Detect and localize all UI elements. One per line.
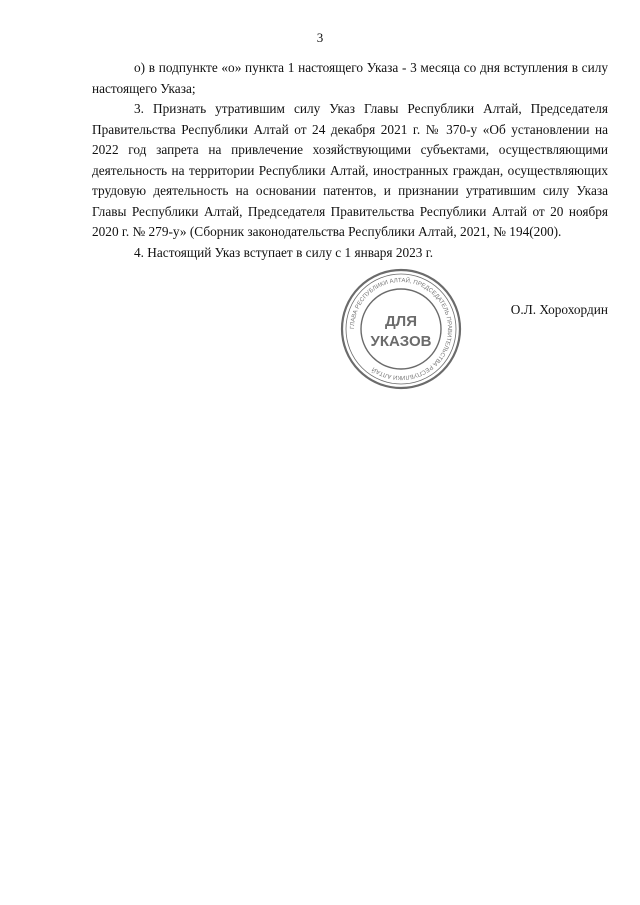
- signatory-name: О.Л. Хорохордин: [510, 302, 608, 317]
- paragraph-item-3: 3. Признать утратившим силу Указ Главы Республики Алтай, Председателя Правительства Республики Алтай от 24 декабря 2021 г. № 370-у «Об установлении на 2022 год запрета на привлечение хозяйствующими субъектами, осуществляющими деятельность на территории Республики Алтай, иностранных граждан, осуществляющих трудовую деятельность на основании патентов, и признании утратившим силу Указа Главы Республики Алтай, Председателя Правительства Республики Алтай от 20 ноября 2020 г. № 279-у» (Сборник законодательства Республики Алтай, 2021, № 194(200).: [92, 101, 608, 239]
- stamp-line-2: УКАЗОВ: [370, 333, 432, 350]
- stamp-ring-text: ГЛАВА РЕСПУБЛИКИ АЛТАЙ, ПРЕДСЕДАТЕЛЬ ПРАВИТЕЛЬСТВА РЕСПУБЛИКИ АЛТАЙ: [349, 277, 453, 381]
- official-seal-stamp: [340, 268, 462, 390]
- page-number: 3: [316, 30, 324, 45]
- document-body: [92, 58, 608, 263]
- paragraph-item-4: 4. Настоящий Указ вступает в силу с 1 января 2023 г.: [134, 244, 434, 260]
- paragraph-subitem-o: о) в подпункте «о» пункта 1 настоящего Указа - 3 месяца со дня вступления в силу настоящего Указа;: [92, 60, 608, 96]
- stamp-line-1: ДЛЯ: [385, 313, 417, 330]
